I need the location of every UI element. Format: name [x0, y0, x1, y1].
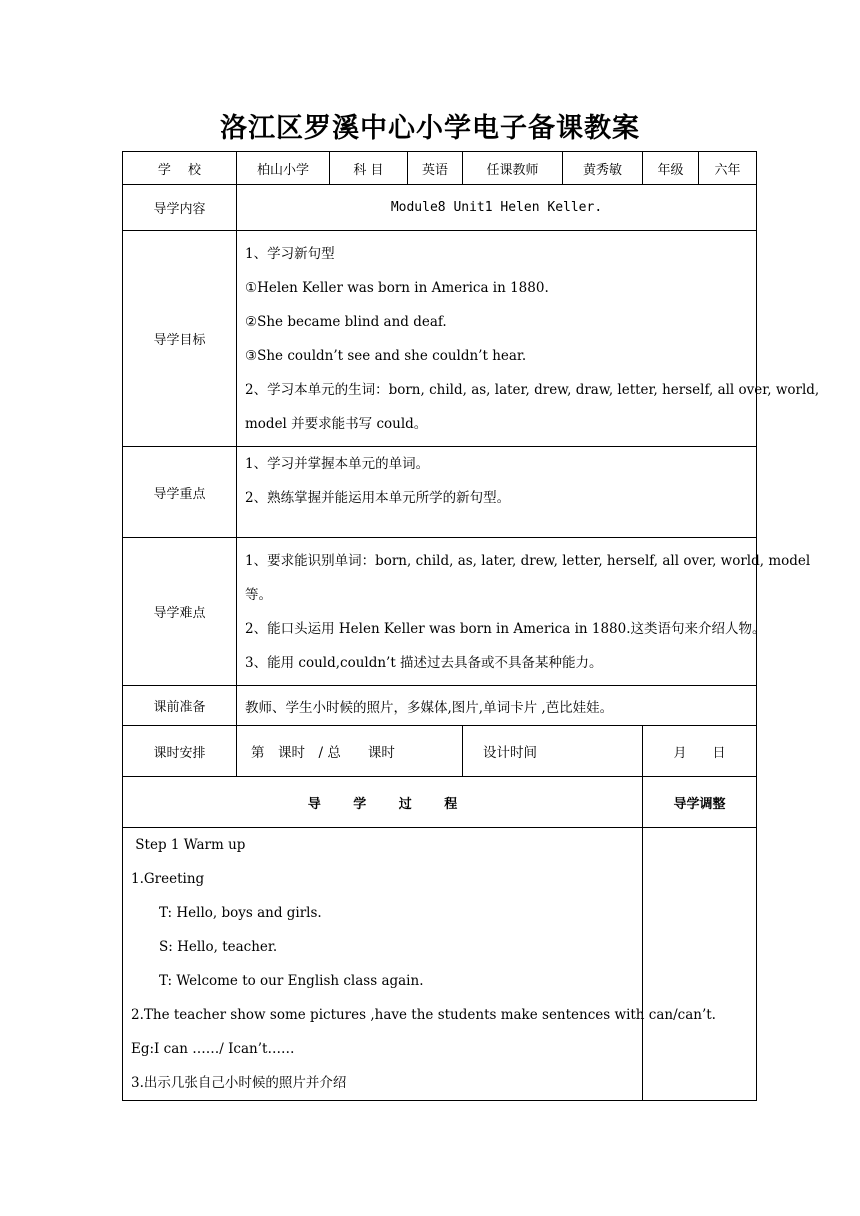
date-value: 月 日 — [643, 726, 757, 777]
key-points-content — [237, 447, 757, 538]
key-points-row — [123, 447, 757, 538]
goals-line: ②She became blind and deaf. — [245, 313, 447, 330]
preparation-value: 教师、学生小时候的照片，多媒体,图片,单词卡片 ,芭比娃娃。 — [237, 686, 757, 726]
difficulties-label: 导学难点 — [123, 538, 237, 686]
goals-line: 2、学习本单元的生词：born, child, as, later, drew, draw, letter, herself, all over, world, — [245, 381, 820, 398]
difficulty-line: 1、要求能识别单词：born, child, as, later, drew, letter, herself, all over, world, model — [245, 552, 811, 569]
goals-label: 导学目标 — [123, 231, 237, 447]
schedule-label: 课时安排 — [123, 726, 237, 777]
subject-label: 科 目 — [330, 152, 408, 185]
process-line: 2.The teacher show some pictures ,have the students make sentences with can/can’t. — [131, 1007, 716, 1023]
process-header-row — [123, 777, 757, 828]
adjust-label: 导学调整 — [643, 777, 757, 828]
key-points-label: 导学重点 — [123, 447, 237, 538]
process-row — [123, 828, 757, 1101]
process-line: T: Hello, boys and girls. — [159, 905, 322, 921]
grade-value: 六年 — [699, 152, 757, 185]
schedule-value: 第 课时 / 总 课时 — [237, 726, 463, 777]
process-line: 3.出示几张自己小时候的照片并介绍 — [131, 1075, 347, 1091]
page-title: 洛江区罗溪中心小学电子备课教案 — [220, 113, 640, 144]
difficulties-content — [237, 538, 811, 686]
goals-content — [237, 231, 820, 447]
goals-row — [123, 231, 757, 447]
teacher-label: 任课教师 — [463, 152, 563, 185]
content-row — [123, 185, 757, 231]
process-content — [123, 828, 716, 1101]
school-label: 学 校 — [123, 152, 237, 185]
process-label: 导 学 过 程 — [123, 777, 643, 828]
process-line: 1.Greeting — [131, 871, 205, 887]
difficulty-line: 2、能口头运用 Helen Keller was born in America in 1880.这类语句来介绍人物。 — [245, 620, 766, 637]
school-value: 柏山小学 — [237, 152, 330, 185]
process-line: T: Welcome to our English class again. — [159, 973, 424, 989]
content-value: Module8 Unit1 Helen Keller. — [237, 185, 757, 231]
grade-label: 年级 — [643, 152, 699, 185]
goals-line: ③She couldn’t see and she couldn’t hear. — [245, 347, 527, 364]
preparation-label: 课前准备 — [123, 686, 237, 726]
preparation-row — [123, 686, 757, 726]
difficulty-line: 3、能用 could,couldn’t 描述过去具备或不具备某种能力。 — [245, 654, 603, 671]
difficulties-row — [123, 538, 757, 686]
difficulty-line: 等。 — [245, 586, 272, 603]
goals-line: model 并要求能书写 could。 — [245, 415, 428, 432]
process-line: Eg:I can ……/ Ican’t…… — [131, 1041, 295, 1057]
design-time-label: 设计时间 — [463, 726, 643, 777]
adjust-content — [643, 828, 757, 1101]
lesson-plan-table — [122, 151, 820, 1101]
process-line: Step 1 Warm up — [131, 837, 246, 853]
subject-value: 英语 — [408, 152, 463, 185]
content-label: 导学内容 — [123, 185, 237, 231]
schedule-row — [123, 726, 757, 777]
goals-line: 1、学习新句型 — [245, 245, 335, 262]
teacher-value: 黄秀敏 — [563, 152, 643, 185]
goals-line: ①Helen Keller was born in America in 1880. — [245, 279, 549, 296]
key-point-line: 2、熟练掌握并能运用本单元所学的新句型。 — [245, 490, 511, 506]
process-line: S: Hello, teacher. — [159, 939, 278, 955]
header-row — [123, 152, 757, 185]
key-point-line: 1、学习并掌握本单元的单词。 — [245, 456, 430, 472]
